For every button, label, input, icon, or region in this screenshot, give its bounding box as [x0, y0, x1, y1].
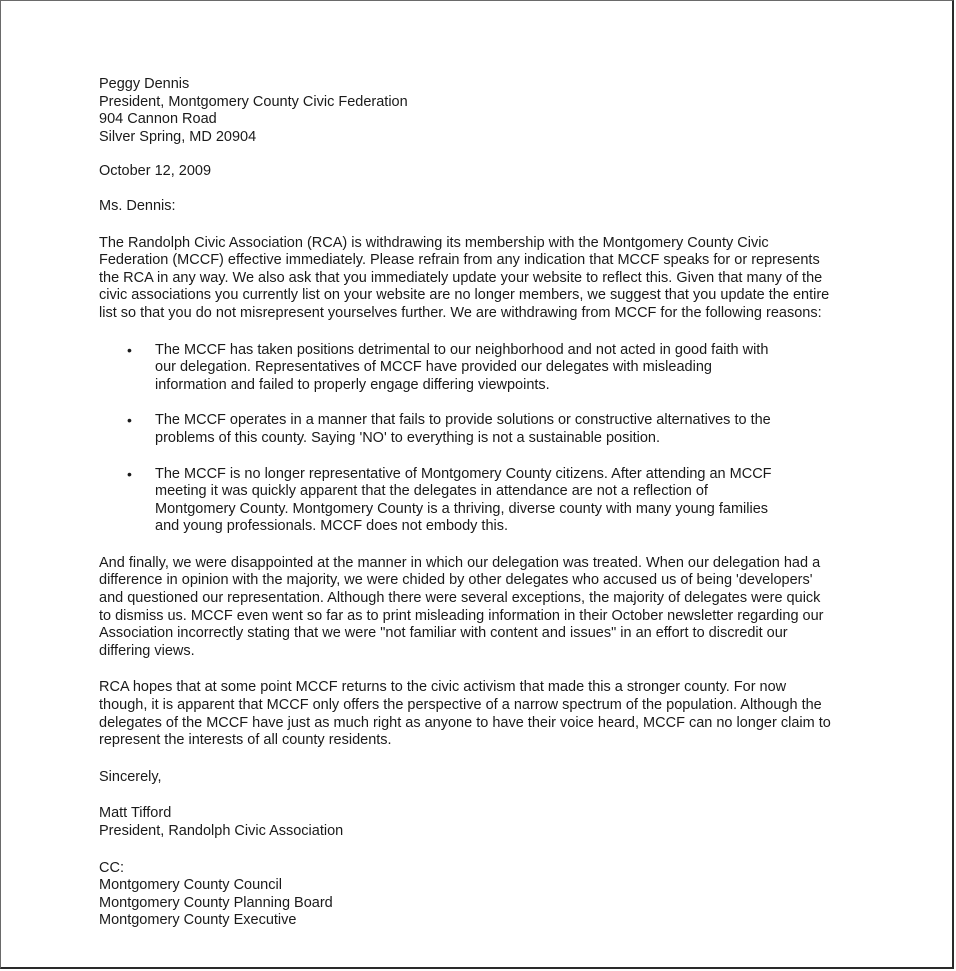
reason-line: Montgomery County. Montgomery County is a thriving, diverse county with many young families	[155, 500, 769, 517]
cc-recipient: Montgomery County Executive	[99, 912, 297, 929]
recipient-name: Peggy Dennis	[99, 76, 190, 92]
paragraph-line: civic associations you currently list on your website are no longer members, we suggest that you update the entire	[99, 287, 830, 304]
reason-line: The MCCF operates in a manner that fails to provide solutions or constructive alternatives to the	[155, 412, 771, 429]
reason-line: and young professionals. MCCF does not embody this.	[155, 518, 509, 535]
signature-block	[99, 805, 874, 840]
bullet-icon: •	[127, 465, 132, 482]
paragraph-line: delegates of the MCCF have just as much right as anyone to have their voice heard, MCCF can no longer claim to	[99, 714, 831, 731]
reason-line: The MCCF is no longer representative of Montgomery County citizens. After attending an MCCF	[155, 465, 772, 482]
letter-date: October 12, 2009	[99, 163, 212, 180]
reason-line: information and failed to properly engage differing viewpoints.	[155, 376, 550, 393]
paragraph-line: represent the interests of all county residents.	[99, 732, 392, 749]
reason-item	[99, 466, 874, 536]
reason-item	[99, 412, 874, 447]
recipient-city: Silver Spring, MD 20904	[99, 128, 257, 145]
reason-item	[99, 342, 874, 395]
salutation: Ms. Dennis:	[99, 197, 176, 214]
paragraph-line: though, it is apparent that MCCF only offers the perspective of a narrow spectrum of the population. Although the	[99, 697, 822, 714]
reason-line: problems of this county. Saying 'NO' to everything is not a sustainable position.	[155, 429, 660, 446]
paragraph-line: And finally, we were disappointed at the manner in which our delegation was treated. When our delegation had a	[99, 554, 821, 571]
reason-line: meeting it was quickly apparent that the delegates in attendance are not a reflection of	[155, 483, 708, 500]
reason-line: our delegation. Representatives of MCCF have provided our delegates with misleading	[155, 359, 712, 376]
paragraph-line: difference in opinion with the majority, we were chided by other delegates who accused us of being 'developers'	[99, 572, 813, 589]
letter-body	[99, 76, 874, 930]
closing: Sincerely,	[99, 768, 162, 785]
sender-title: President, Randolph Civic Association	[99, 823, 344, 839]
paragraph-line: The Randolph Civic Association (RCA) is withdrawing its membership with the Montgomery County Civic	[99, 234, 769, 251]
paragraph-line: Association incorrectly stating that we were "not familiar with content and issues" in an effort to discredit our	[99, 625, 788, 642]
cc-block	[99, 860, 874, 930]
paragraph-intro	[99, 235, 874, 323]
cc-label: CC:	[99, 859, 124, 876]
recipient-street: 904 Cannon Road	[99, 111, 217, 128]
sender-name: Matt Tifford	[99, 805, 172, 822]
bullet-icon: •	[127, 341, 132, 358]
reason-line: The MCCF has taken positions detrimental to our neighborhood and not acted in good faith with	[155, 341, 769, 358]
cc-recipient: Montgomery County Planning Board	[99, 894, 333, 911]
paragraph-line: to dismiss us. MCCF even went so far as to print misleading information in their October newsletter regarding our	[99, 607, 824, 624]
recipient-address-block	[99, 76, 874, 146]
paragraph-line: differing views.	[99, 642, 195, 659]
bullet-icon: •	[127, 412, 132, 429]
paragraph-line: the RCA in any way. We also ask that you immediately update your website to reflect this. Given that many of the	[99, 269, 823, 286]
paragraph-line: Federation (MCCF) effective immediately. Please refrain from any indication that MCCF speaks for or represents	[99, 252, 820, 269]
cc-recipient: Montgomery County Council	[99, 877, 282, 894]
paragraph-conclusion	[99, 679, 874, 749]
paragraph-treatment	[99, 555, 874, 661]
paragraph-line: RCA hopes that at some point MCCF returns to the civic activism that made this a stronger county. For now	[99, 679, 787, 696]
reasons-list	[99, 342, 874, 536]
paragraph-line: and questioned our representation. Although there were several exceptions, the majority of delegates were quick	[99, 590, 821, 607]
recipient-title: President, Montgomery County Civic Federation	[99, 93, 408, 110]
paragraph-line: list so that you do not misrepresent yourselves further. We are withdrawing from MCCF for the following reasons:	[99, 304, 822, 321]
